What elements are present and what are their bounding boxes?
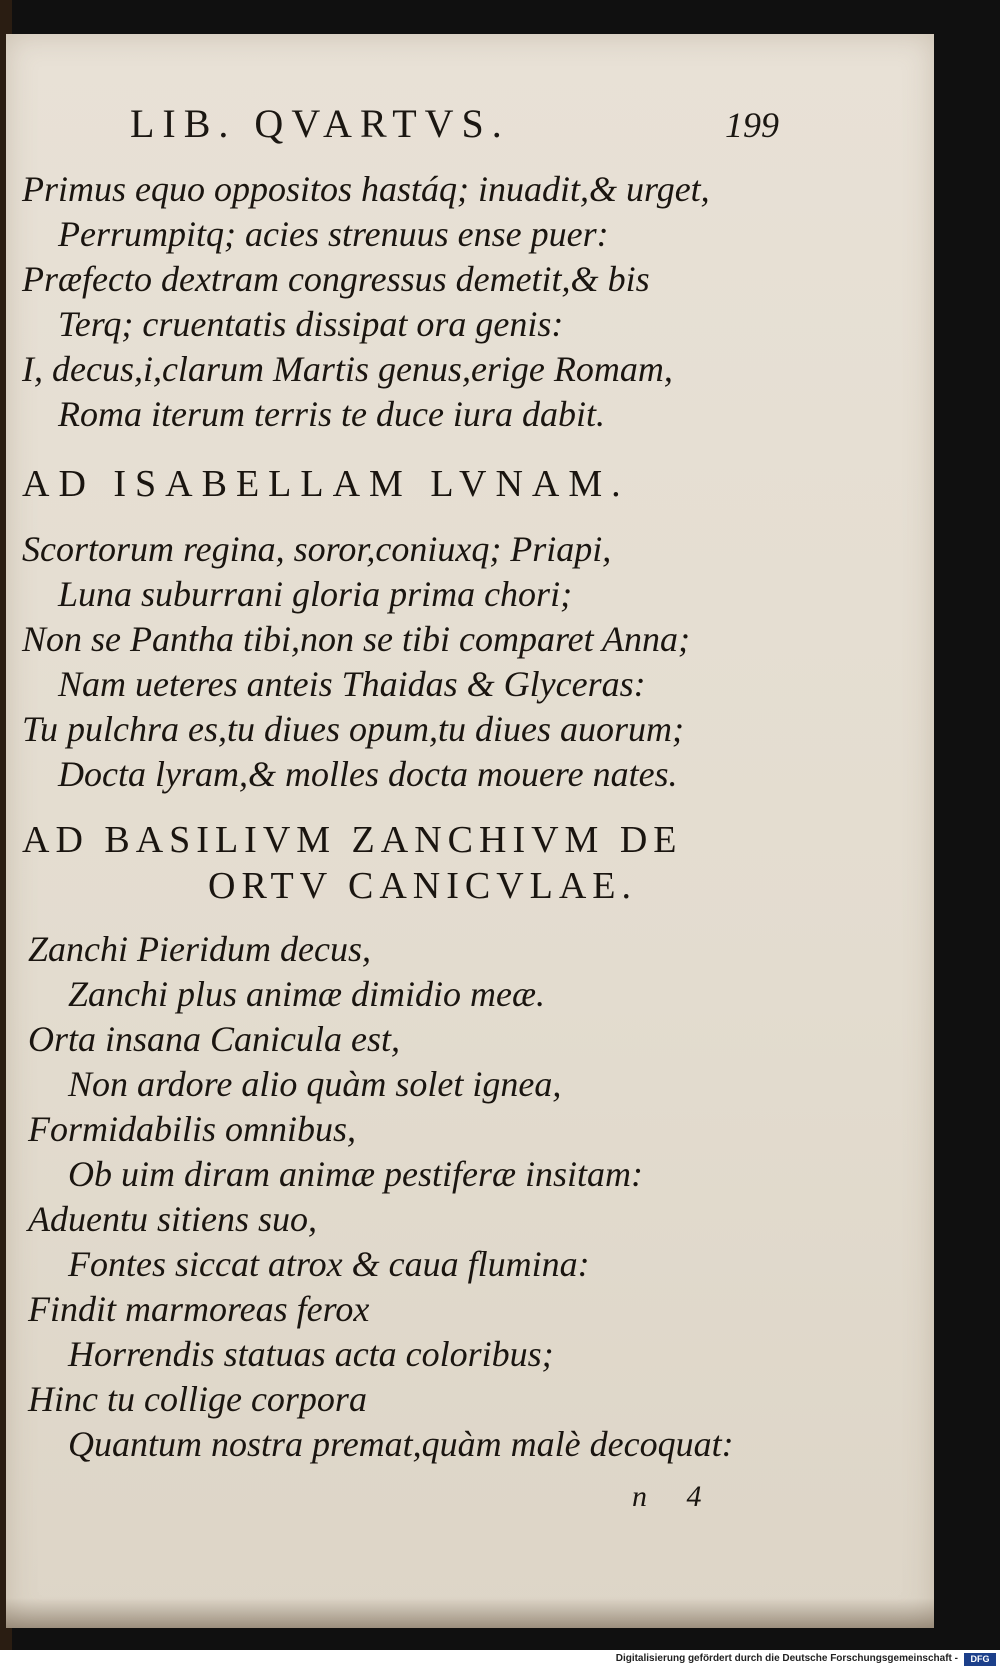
verse-line: Non se Pantha tibi,non se tibi comparet Anna; [22,619,690,659]
verse-line: Quantum nostra premat,quàm malè decoquat: [68,1424,734,1464]
verse-line: Luna suburrani gloria prima chori; [58,574,573,614]
verse-line: Orta insana Canicula est, [28,1019,401,1059]
signature-mark: n 4 [632,1480,718,1513]
verse-line: Formidabilis omnibus, [28,1109,357,1149]
verse-line: Findit marmoreas ferox [28,1289,370,1329]
verse-line: Nam ueteres anteis Thaidas & Glyceras: [58,664,646,704]
running-head: LIB. QVARTVS. [130,101,510,146]
verse-line: Tu pulchra es,tu diues opum,tu diues auorum; [22,709,684,749]
verse-line: Terq; cruentatis dissipat ora genis: [58,304,564,344]
verse-line: Aduentu sitiens suo, [28,1199,317,1239]
poem-title-line-2: ORTV CANICVLAE. [208,865,638,907]
verse-line: Ob uim diram animæ pestiferæ insitam: [68,1154,644,1194]
verse-line: Fontes siccat atrox & caua flumina: [68,1244,590,1284]
verse-line: Non ardore alio quàm solet ignea, [68,1064,562,1104]
verse-line: Perrumpitq; acies strenuus ense puer: [58,214,609,254]
digitization-credit-bar [0,1650,1000,1670]
verse-line: I, decus,i,clarum Martis genus,erige Romam, [22,349,673,389]
verse-line: Hinc tu collige corpora [28,1379,367,1419]
verse-line: Præfecto dextram congressus demetit,& bis [22,259,650,299]
verse-line: Horrendis statuas acta coloribus; [68,1334,554,1374]
page-number: 199 [725,105,779,145]
verse-line: Primus equo oppositos hastáq; inuadit,& urget, [22,169,710,209]
verse-line: Docta lyram,& molles docta mouere nates. [58,754,678,794]
page-bottom-shadow [6,1598,934,1628]
dfg-logo: DFG [964,1653,996,1666]
poem-title-line-1: AD BASILIVM ZANCHIVM DE [22,819,683,861]
verse-line: Scortorum regina, soror,coniuxq; Priapi, [22,529,612,569]
verse-line: Roma iterum terris te duce iura dabit. [58,394,605,434]
poem-title: AD ISABELLAM LVNAM. [22,463,630,505]
verse-line: Zanchi plus animæ dimidio meæ. [68,974,546,1014]
digitization-credit: Digitalisierung gefördert durch die Deutsche Forschungsgemeinschaft - [615,1653,958,1664]
verse-line: Zanchi Pieridum decus, [28,929,371,969]
